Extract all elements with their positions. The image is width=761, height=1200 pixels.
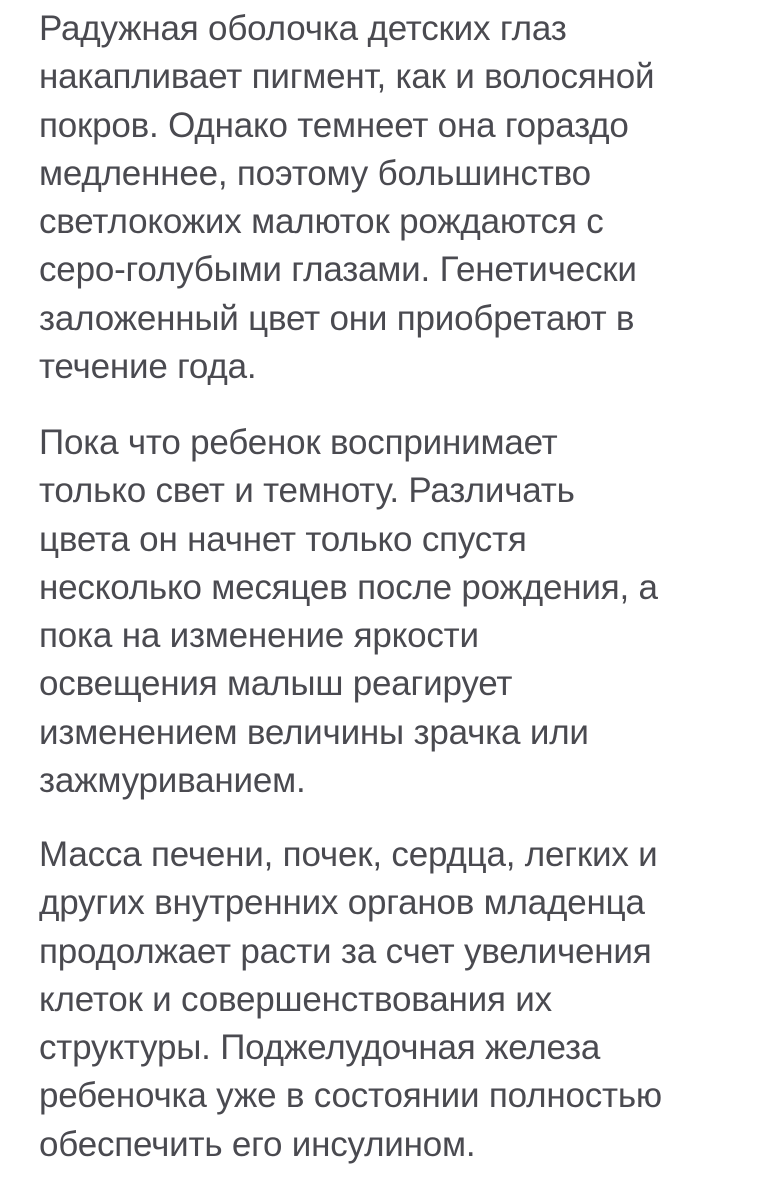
text-line: обеспечить его инсулином.	[39, 1124, 476, 1164]
text-line: накапливает пигмент, как и волосяной	[39, 57, 655, 97]
text-line: Радужная оболочка детских глаз	[39, 9, 567, 48]
text-line: клеток и совершенствования их	[39, 979, 552, 1019]
paragraph-iris-pigment	[39, 5, 654, 391]
text-line: продолжает расти за счет увеличения	[39, 931, 652, 971]
text-line: медленнее, поэтому большинство	[39, 153, 591, 193]
text-line: других внутренних органов младенца	[39, 883, 645, 923]
text-line: цвета он начнет только спустя	[39, 519, 527, 559]
text-line: только свет и темноту. Различать	[39, 471, 575, 511]
text-line: заложенный цвет они приобретают в	[39, 298, 635, 338]
text-line: светлокожих малюток рождаются с	[39, 202, 604, 242]
text-line: несколько месяцев после рождения, а	[39, 567, 658, 607]
text-line: освещения малыш реагирует	[39, 664, 513, 704]
text-line: Пока что ребенок воспринимает	[39, 423, 558, 462]
text-line: серо-голубыми глазами. Генетически	[39, 250, 637, 290]
text-line: зажмуриванием.	[39, 761, 306, 801]
text-line: структуры. Поджелудочная железа	[39, 1028, 601, 1068]
text-line: покров. Однако темнеет она гораздо	[39, 105, 629, 145]
text-line: течение года.	[39, 347, 257, 387]
paragraph-organ-growth	[39, 831, 662, 1169]
paragraph-light-perception	[39, 419, 658, 805]
text-line: изменением величины зрачка или	[39, 712, 589, 752]
text-line: ребеночка уже в состоянии полностью	[39, 1076, 662, 1116]
text-line: Масса печени, почек, сердца, легких и	[39, 835, 658, 874]
text-line: пока на изменение яркости	[39, 616, 479, 656]
